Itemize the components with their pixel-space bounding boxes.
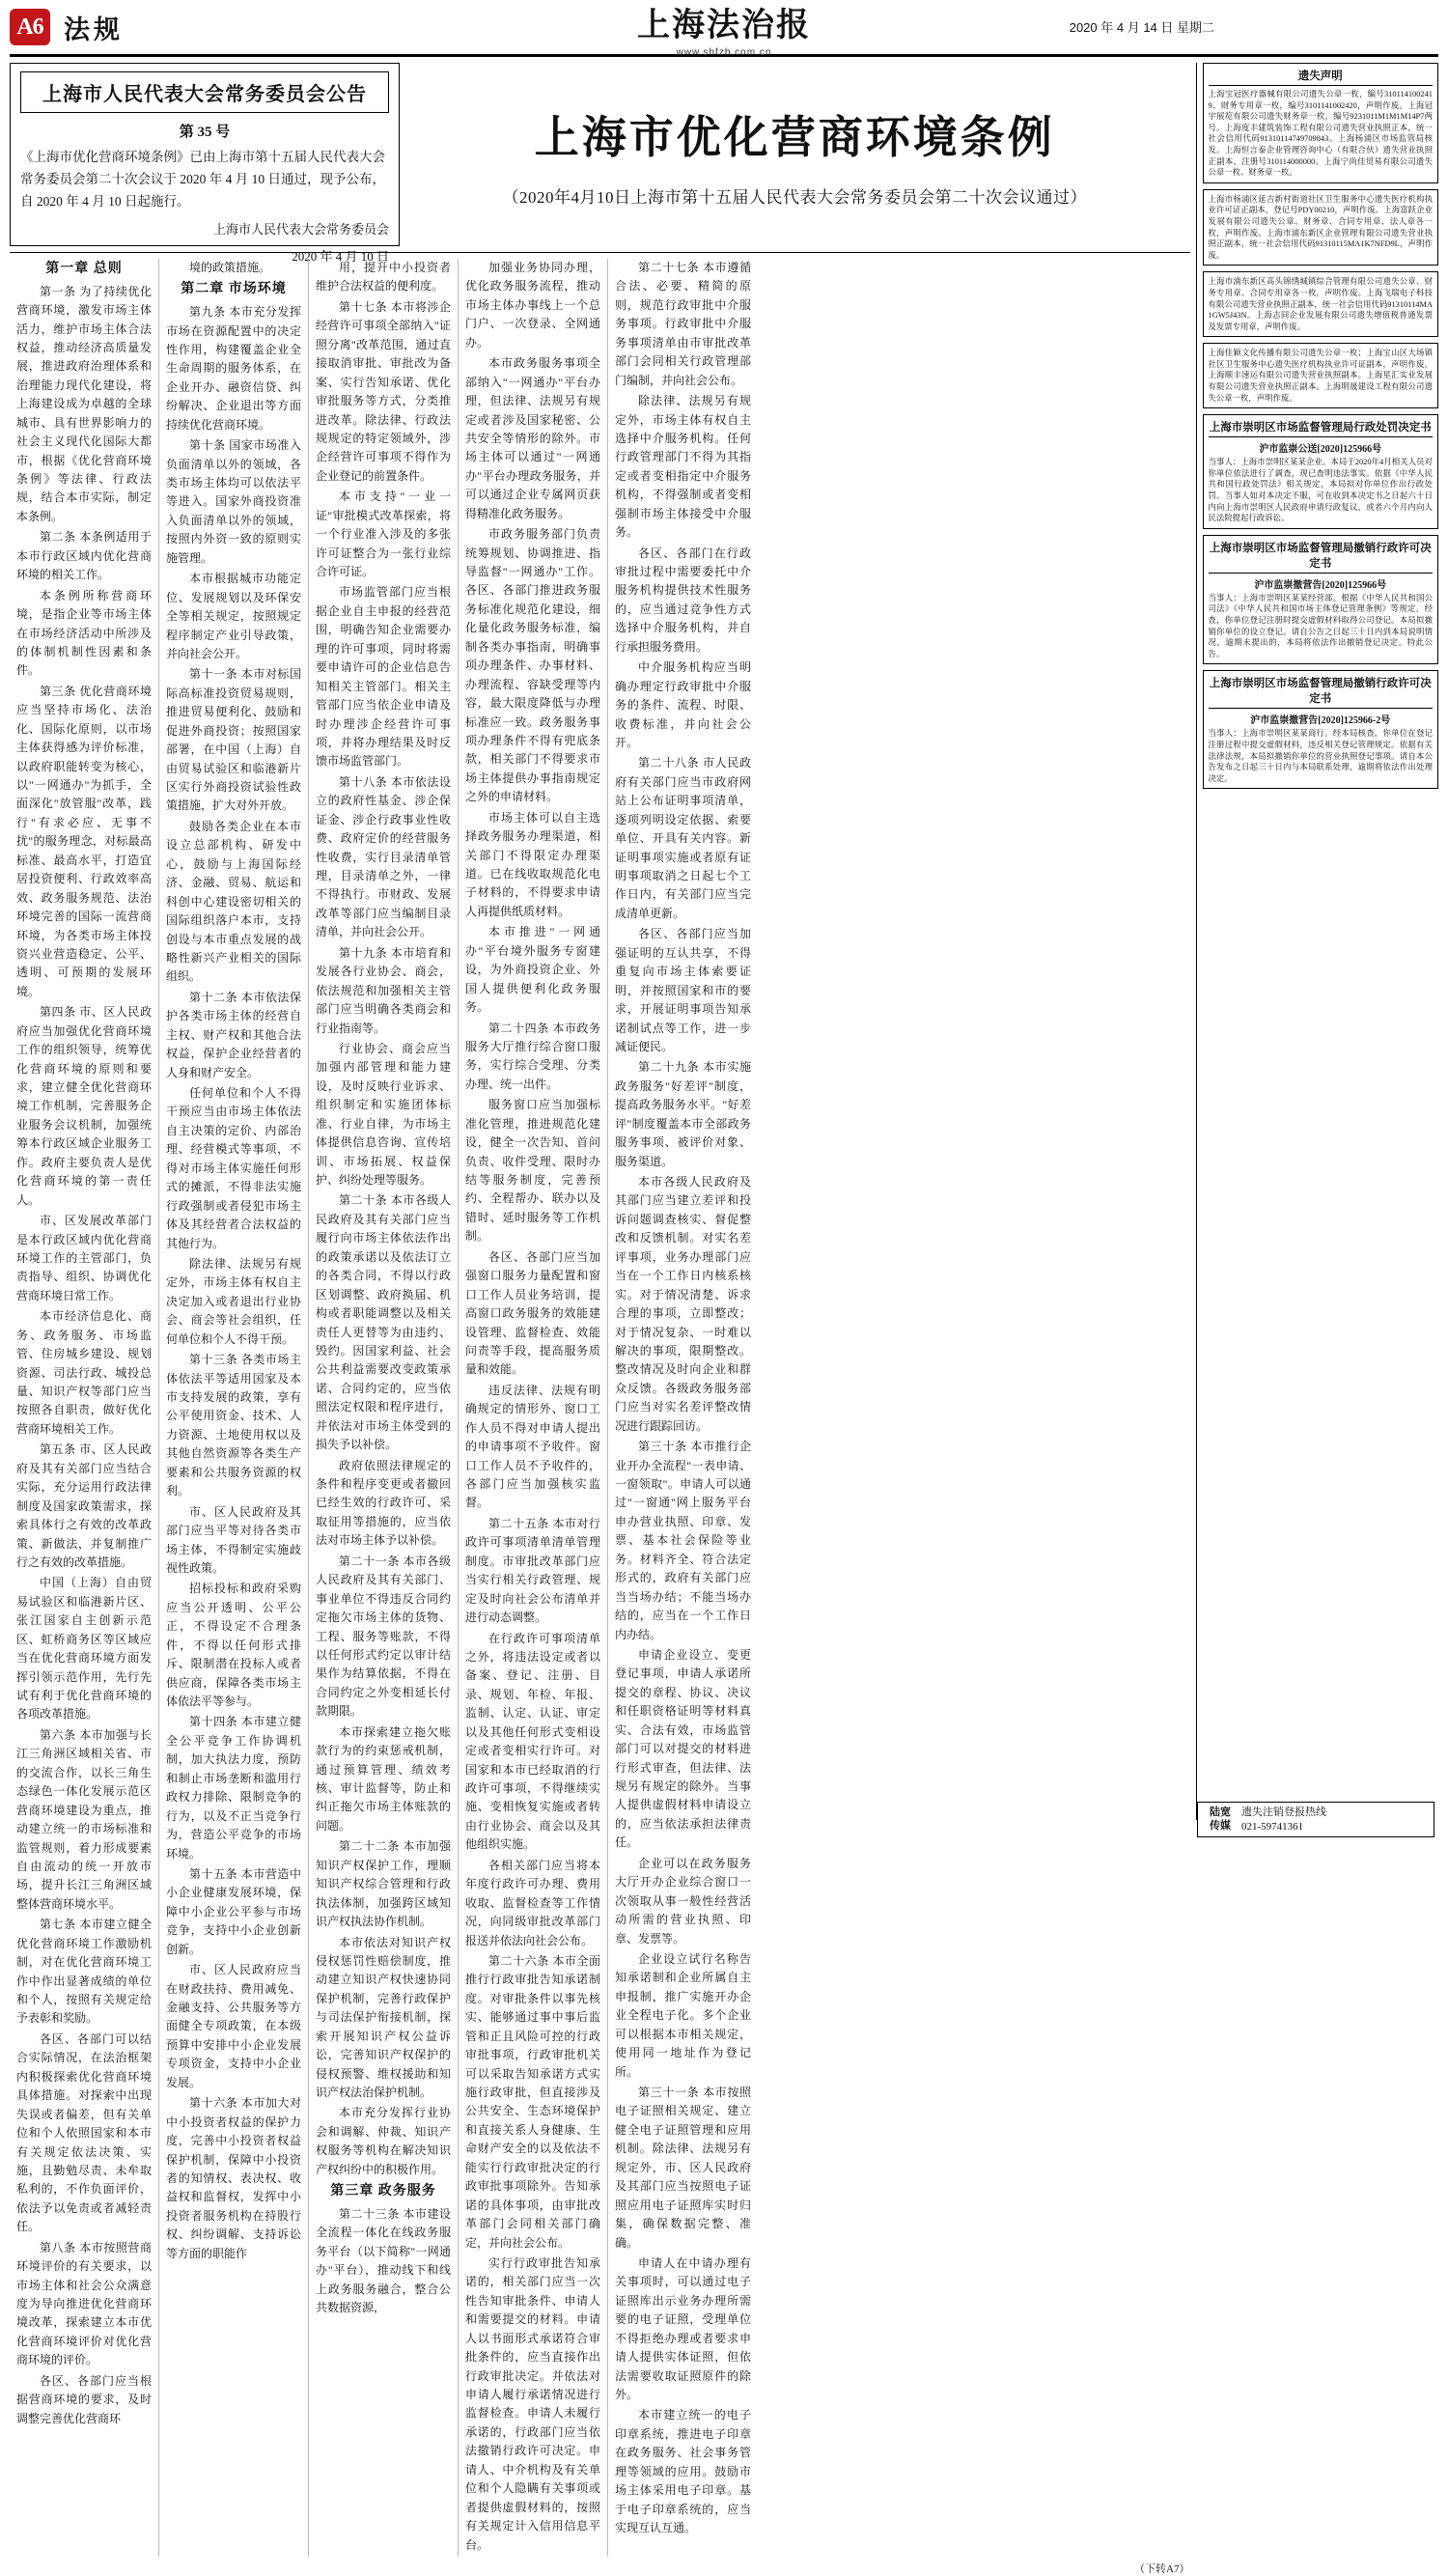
- classified-ad-docnumber: 沪市监崇撤营告[2020]125966-2号: [1250, 715, 1391, 727]
- classified-ad-text: 上海宝冠医疗器械有限公司遗失公章一枚，编号3101141002419、财务专用章一枚，编号3101141002420，声明作废。上海冠宇展览有限公司遗失财务章一枚，编号9231011M1M1M14P7两号。上海度丰建筑装饰工程有限公司遗失营业执照正本，统一社会信用代码91310114749709843。上海杨浦区市场监管局核发。上海恒言泰企业管理咨询中心（有限合伙）遗失营业执照正副本，注册号310114000000。上海宁尚佳贸易有限公司遗失公章一枚、财务章一枚。: [1208, 90, 1433, 178]
- body-paragraph: 中介服务机构应当明确办理定行政审批中介服务的条件、流程、时限、收费标准，并向社会公开。: [615, 660, 751, 749]
- chapter-heading: 第二章 市场环境: [181, 282, 287, 297]
- body-paragraph: 本市推进"一网通办"平台境外服务专窗建设，为外商投资企业、外国人提供便利化政务服务。: [465, 925, 600, 1015]
- body-paragraph: 行业协会、商会应当加强内部管理和能力建设，及时反映行业诉求、组织制定和实施团体标准、行业自律，为市场主体提供信息咨询、宣传培训、市场拓展、权益保护、纠纷处理等服务。: [316, 1041, 451, 1187]
- classified-ad-text: 当事人：上海市崇明区某某商行。经本局核查，你单位在登记注册过程中提交虚假材料，违反相关登记管理规定。依据有关法律法规，本局拟撤销你单位的营业执照登记事项。请自本公告发布之日起三十日内与本局联系处理，逾期将依法作出处理决定。: [1208, 729, 1433, 783]
- chapter-heading: 第一章 总则: [45, 262, 123, 276]
- body-paragraph: 第三条 优化营商环境应当坚持市场化、法治化、国际化原则，以市场主体获得感为评价标准，以政府职能转变为核心，以"一网通办"为抓手，全面深化"放管服"改革，践行"有求必应、无事不扰"的服务理念，对标最高标准、最高水平，打造宜居投资便利、行政效率高效、政务服务规范、法治环境完善的国际一流营商环境，为各类市场主体投资兴业营造稳定、公平、透明、可预期的发展环境。: [16, 684, 152, 998]
- body-paragraph: 第十五条 本市营造中小企业健康发展环境，保障中小企业公平参与市场竞争，支持中小企业创新创新。: [166, 1866, 301, 1956]
- classified-ad-heading: 上海市崇明区市场监督管理局撤销行政许可决定书: [1209, 540, 1434, 574]
- announcement-box: [10, 63, 400, 264]
- body-paragraph: 第十六条 本市加大对中小投资者权益的保护力度，完善中小投资者权益保护机制，保障中小投资者的知情权、表决权、收益权和监督权，发挥中小投资者服务机构在持股行权、纠纷调解、支持诉讼等方面的职能作: [166, 2096, 301, 2260]
- body-paragraph: 第十条 国家市场准入负面清单以外的领域，各类市场主体均可以依法平等进入。国家外商投资准入负面清单以外的领域，按照内外资一致的原则实施管理。: [166, 438, 301, 565]
- paper-name: 上海法治报: [637, 6, 811, 44]
- body-paragraph: 本条例所称营商环境，是指企业等市场主体在市场经济活动中所涉及的体制机制性因素和条件。: [16, 588, 152, 678]
- body-paragraph: 第十三条 各类市场主体依法平等适用国家及本市支持发展的政策，享有公平使用资金、技术、人力资源、土地使用权以及其他自然资源等各类生产要素和公共服务资源的权利。: [166, 1353, 301, 1498]
- body-paragraph: 各相关部门应当将本年度行政许可办理、费用收取、监督检查等工作情况，向同级审批改革部门报送并依法向社会公布。: [465, 1858, 600, 1947]
- body-paragraph: 第二条 本条例适用于本市行政区域内优化营商环境的相关工作。: [16, 530, 152, 582]
- editorial-zone: [10, 63, 1190, 2575]
- body-paragraph: 违反法律、法规有明确规定的情形外、窗口工作人员不得对申请人提出的申请事项不予收件。窗口工作人员不予收件的，各部门应当加强核实监督。: [465, 1383, 600, 1510]
- classified-ad: [1203, 343, 1439, 408]
- body-paragraph: 本市建立统一的电子印章系统，推进电子印章在政务服务、社会事务管理等领域的应用。鼓励市场主体采用电子印章。基于电子印章系统的，应当实现互认互通。: [615, 2408, 751, 2535]
- body-paragraph: 除法律、法规另有规定外，市场主体有权自主选择中介服务机构。任何行政管理部门不得为其指定或者变相指定中介服务机构，不得强制或者变相强制市场主体接受中介服务。: [615, 394, 751, 540]
- body-paragraph: 鼓励各类企业在本市设立总部机构、研发中心，鼓励与上海国际经济、金融、贸易、航运和科创中心建设密切相关的国际组织落户本市，支持创设与本市重点发展的战略性新兴产业相关的国际组织。: [166, 819, 301, 984]
- body-paragraph: 各区、各部门在行政审批过程中需要委托中介服务机构提供技术性服务的，应当通过竞争性方式选择中介服务机构，并自行承担服务费用。: [615, 546, 751, 654]
- body-paragraph: 本市政务服务事项全部纳入"一网通办"平台办理，但法律、法规另有规定或者涉及国家秘密、公共安全等情形的除外。市场主体可以通过"一网通办"平台办理政务服务，并可以通过企业专属网页获得精准化政务服务。: [465, 356, 600, 520]
- body-paragraph: 各区、各部门应当加强窗口服务力量配置和窗口工作人员业务培训，提高窗口政务服务的效能建设管理、监督检查、效能问责等手段，提高服务质量和效能。: [465, 1249, 600, 1377]
- classified-ad-text: 上海佳颖文化传播有限公司遗失公章一枚；上海宝山区大场镇社区卫生服务中心遗失医疗机构执业许可证副本，声明作废。上海顺丰速运有限公司遗失营业执照副本。上海星汇实业发展有限公司遗失营业执照正副本。上海明晟建设工程有限公司遗失公章一枚，声明作废。: [1208, 349, 1433, 403]
- body-paragraph: 境的政策措施。: [189, 261, 271, 274]
- footer-hotline[interactable]: [1197, 1802, 1434, 1837]
- body-paragraph: 第八条 本市按照营商环境评价的有关要求，以市场主体和社会公众满意度为导向推进优化营商环境改革，探索建立本市优化营商环境评价对优化营商环境的评价。: [16, 2240, 152, 2367]
- chapter-heading: 第三章 政务服务: [330, 2184, 436, 2199]
- body-paragraph: 第七条 本市建立健全优化营商环境工作激励机制，对在优化营商环境工作中作出显著成绩的单位和个人，按照有关规定给予表彰和奖励。: [16, 1918, 152, 2026]
- body-paragraph: 除法律、法规另有规定外，市场主体有权自主决定加入或者退出行业协会、商会等社会组织，任何单位和个人不得干预。: [166, 1256, 301, 1346]
- body-paragraph: 申请企业设立、变更登记事项，申请人承诺所提交的章程、协议、决议和任职资格证明等材料真实、合法有效，市场监管部门可以对提交的材料进行形式审查，但法律、法规另有规定的除外。当事人提供虚假材料申请设立的，应当依法承担法律责任。: [615, 1647, 751, 1850]
- classified-ad-heading: 遗失声明: [1209, 68, 1434, 86]
- body-paragraph: 各区、各部门可以结合实际情况，在法治框架内积极探索优化营商环境具体措施。对探索中出现失误或者偏差，但有关单位和个人依照国家和本市有关规定依法决策、实施，且勤勉尽责、未牟取私利的，不作负面评价，依法予以免责或者减轻责任。: [16, 2031, 152, 2234]
- text-column: [159, 259, 309, 2557]
- body-paragraph: 第二十四条 本市政务服务大厅推行综合窗口服务，实行综合受理、分类办理、统一出件。: [465, 1021, 600, 1091]
- body-paragraph: 第十八条 本市依法设立的政府性基金、涉企保证金、涉企行政事业性收费、政府定价的经营服务性收费，实行目录清单管理，目录清单之外，一律不得执行。市财政、发展改革等部门应当编制目录清单，并向社会公开。: [316, 774, 451, 939]
- body-paragraph: 用，提升中小投资者维护合法权益的便利度。: [316, 261, 451, 294]
- body-paragraph: 第十一条 本市对标国际高标准投资贸易规则，推进贸易便利化、鼓励和促进外商投资；按照国家部署，在中国（上海）自由贸易试验区和临港新片区实行外商投资试验性政策措施，扩大对外开放。: [166, 667, 301, 813]
- body-paragraph: 在行政许可事项清单之外，将违法设定或者以备案、登记、注册、目录、规划、年检、年报、监制、认定、认证、审定以及其他任何形式变相设定或者变相实行许可。对国家和本市已经取消的行政许可事项，不得继续实施、变相恢复实施或者转由行业协会、商会以及其他组织实施。: [465, 1631, 600, 1852]
- article-headline: 上海市优化营商环境条例: [534, 110, 1055, 163]
- classified-ad: [1203, 414, 1439, 529]
- body-paragraph: 第四条 市、区人民政府应当加强优化营商环境工作的组织领导，统筹优化营商环境的原则和要求，建立健全优化营商环境工作机制，完善服务企业服务会议机制，加强统筹本行政区域企业服务工作。政府主要负责人是优化营商环境的第一责任人。: [16, 1005, 152, 1207]
- body-paragraph: 企业可以在政务服务大厅开办企业综合窗口一次领取从事一般性经营活动所需的营业执照、印章、发票等。: [615, 1856, 751, 1946]
- body-paragraph: 企业设立试行名称告知承诺制和企业所属自主申报制，推广实施开办企业全程电子化。多个企业可以根据本市相关规定，使用同一地址作为登记所。: [615, 1951, 751, 2079]
- body-paragraph: 第二十九条 本市实施政务服务"好差评"制度，提高政务服务水平。"好差评"制度覆盖本市全部政务服务事项、被评价对象、服务渠道。: [615, 1060, 751, 1168]
- body-paragraph: 第十四条 本市建立健全公平竞争工作协调机制，加大执法力度，预防和制止市场垄断和滥用行政权力排除、限制竞争的行为，以及不正当竞争行为，营造公平竞争的市场环境。: [166, 1715, 301, 1861]
- body-paragraph: 本市各级人民政府及其部门应当建立差评和投诉问题调查核实、督促整改和反馈机制。对实名差评事项，业务办理部门应当在一个工作日内核系核实。对于情况清楚、诉求合理的事项，立即整改；对于情况复杂、一时难以解决的事项，限期整改。整改情况及时向企业和群众反馈。各级政务服务部门应当对实名差评整改情况进行跟踪回访。: [615, 1175, 751, 1433]
- body-paragraph: 第二十七条 本市遵循合法、必要、精简的原则，规范行政审批中介服务事项。行政审批中介服务事项清单由市审批改革部门会同相关行政管理部门编制，并向社会公布。: [615, 261, 751, 387]
- body-paragraph: 招标投标和政府采购应当公开透明、公平公正，不得设定不合理条件，不得以任何形式排斥、限制潜在投标人或者供应商，保障各类市场主体依法平等参与。: [166, 1582, 301, 1709]
- body-paragraph: 申请人在中请办理有关事项时，可以通过电子证照库出示业务办理所需要的电子证照，受理单位不得拒绝办理或者要求申请人提供实体证照，但依法需要收取证照原件的除外。: [615, 2255, 751, 2401]
- masthead: [10, 0, 1438, 57]
- classified-ad-text: 当事人：上海市崇明区某某经营部。根据《中华人民共和国公司法》《中华人民共和国市场主体登记管理条例》等规定，经查，你单位登记注册时提交虚假材料取得公司登记。本局拟撤销你单位的设立登记。请自公告之日起三十日内到本局说明情况，逾期未提出的，本局将依法作出撤销登记决定。特此公告。: [1208, 593, 1433, 658]
- paper-url: www.shfzb.com.cn: [676, 47, 772, 58]
- body-paragraph: 第五条 市、区人民政府及其有关部门应当结合实际，充分运用行政法律制度及国家政策需求，探索具体行之有效的改革政策、新做法，并复制推广行之有效的改革措施。: [16, 1442, 152, 1569]
- announcement-body: 《上海市优化营商环境条例》已由上海市第十五届人民代表大会常务委员会第二十次会议于 2020 年 4 月 10 日通过，现予公布，自 2020 年 4 月 10 日起施行。: [20, 150, 385, 209]
- text-column: [608, 259, 758, 2557]
- body-paragraph: 第十二条 本市依法保护各类市场主体的经营自主权、财产权和其他合法权益，保护企业经营者的人身和财产安全。: [166, 990, 301, 1079]
- classified-ad-text: 当事人：上海市崇明区某某企业。本局于2020年4月相关人员对你单位依法进行了调查，现已查明违法事实。依据《中华人民共和国行政处罚法》相关规定，本局拟对你单位作出行政处罚。当事人如对本决定不服，可在收到本决定书之日起六十日内向上海市崇明区人民政府申请行政复议，或者六个月内向人民法院提起行政诉讼。: [1208, 458, 1433, 523]
- classified-ad-text: 上海市杨浦区延吉新村街道社区卫生服务中心遗失医疗机构执业许可证正副本，登记号PDY00210，声明作废。上海富跃企业发展有限公司遗失公章、财务章、合同专用章、法人章各一枚，声明作废。上海市浦东新区企业管理有限公司遗失营业执照正副本，统一社会信用代码91310115MA1K7NFD9L，声明作废。: [1208, 194, 1433, 260]
- body-paragraph: 市场主体可以自主选择政务服务办理渠道，相关部门不得限定办理渠道。已在线收取规范化电子材料的，不得要求申请人再提供纸质材料。: [465, 810, 600, 918]
- announcement-signer: 上海市人民代表大会常务委员会: [212, 221, 389, 237]
- text-column: [10, 259, 159, 2557]
- classified-ad: [1203, 535, 1439, 665]
- classified-ad-text: 上海市浦东新区高头锦绣城镇综合管理有限公司遗失公章、财务专用章、合同专用章各一枚，声明作废。上海飞瑞电子科技有限公司遗失营业执照正副本，统一社会信用代码91310114MA1GW5J43N。上海志同企业发展有限公司遗失增值税普通发票及发票专用章，声明作废。: [1208, 277, 1433, 331]
- body-paragraph: 中国（上海）自由贸易试验区和临港新片区、张江国家自主创新示范区、虹桥商务区等区域应当在优化营商环境方面发挥引领示范作用，先行先试有利于优化营商环境的各项改革措施。: [16, 1576, 152, 1722]
- body-paragraph: 政府依照法律规定的条件和程序变更或者撤回已经生效的行政许可、采取征用等措施的，应当依法对市场主体予以补偿。: [316, 1458, 451, 1548]
- body-paragraph: 服务窗口应当加强标准化管理，推进规范化建设，健全一次告知、首问负责、收件受理、限时办结等服务制度，完善预约、全程帮办、联办以及错时、延时服务等工作机制。: [465, 1098, 600, 1244]
- body-paragraph: 第九条 本市充分发挥市场在资源配置中的决定性作用，构建覆盖企业全生命周期的服务体系，在企业开办、融资信贷、纠纷解决、企业退出等方面持续优化营商环境。: [166, 305, 301, 432]
- section-title: 法规: [64, 14, 124, 45]
- announcement-date: 2020 年 4 月 10 日: [292, 248, 389, 264]
- classified-ad-heading: 上海市崇明区市场监督管理局撤销行政许可决定书: [1209, 675, 1434, 709]
- body-paragraph: 第二十条 本市各级人民政府及其有关部门应当履行向市场主体依法作出的政策承诺以及依法订立的各类合同，不得以行政区划调整、政府换届、机构或者职能调整以及相关责任人更替等为由违约、毁约。因国家利益、社会公共利益需要改变政策承诺、合同约定的，应当依照法定权限和程序进行，并依法对市场主体受到的损失予以补偿。: [316, 1193, 451, 1452]
- classified-ad: [1203, 63, 1439, 183]
- paper-nameplate: [637, 0, 811, 58]
- classified-ad-heading: 上海市崇明区市场监督管理局行政处罚决定书: [1209, 419, 1434, 437]
- body-paragraph: 实行行政审批告知承诺的，相关部门应当一次性告知审批条件、申请人和需要提交的材料。申请人以书面形式承诺符合审批条件的，应当直接作出行政审批决定。并依法对申请人履行承诺情况进行监督检查。申请人未履行承诺的，行政部门应当依法撤销行政许可决定。申请人、中介机构及有关单位和个人隐瞒有关事项或者提供虚假材料的，按照有关规定计入信用信息平台。: [465, 2255, 600, 2552]
- page-folio: A6: [10, 9, 50, 45]
- body-paragraph: 第二十八条 市人民政府有关部门应当市政府网站上公布证明事项清单，逐项列明设定依据、索要单位、开具有关内容。新证明事项实施或者原有证明事项取消之日起七个工作日内，有关部门应当完成清单更新。: [615, 756, 751, 920]
- classified-ad: [1203, 670, 1439, 789]
- body-paragraph: 本市经济信息化、商务、政务服务、市场监管、住房城乡建设、规划资源、司法行政、城投总量、知识产权等部门应当按照各自职责，做好优化营商环境相关工作。: [16, 1309, 152, 1436]
- body-paragraph: 第二十二条 本市加强知识产权保护工作，理顺知识产权综合管理和行政执法体制，加强跨区域知识产权执法协作机制。: [316, 1839, 451, 1929]
- body-paragraph: 本市依法对知识产权侵权惩罚性赔偿制度，推动建立知识产权快速协同保护机制，完善行政保护与司法保护衔接机制，探索开展知识产权公益诉讼，完善知识产权保护的侵权预警、维权援助和知识产权法治保护机制。: [316, 1935, 451, 2099]
- body-paragraph: 第三十条 本市推行企业开办全流程"一表申请、一窗领取"。申请人可以通过"一窗通"网上服务平台申办营业执照、印章、发票、基本社会保险等业务。材料齐全、符合法定形式的，政府有关部门应当当场办结；不能当场办结的，应当在一个工作日内办结。: [615, 1440, 751, 1641]
- body-paragraph: 各区、各部门应当根据营商环境的要求，及时调整完善优化营商环: [16, 2373, 152, 2425]
- body-paragraph: 市、区人民政府应当在财政扶持、费用减免、金融支持、公共服务等方面健全专项政策，在本级预算中安排中小企业发展专项资金，支持中小企业发展。: [166, 1963, 301, 2089]
- classified-ad: [1203, 189, 1439, 266]
- body-paragraph: 第十九条 本市培育和发展各行业协会、商会，依法规范和加强相关主管部门应当明确各类商会和行业指南等。: [316, 945, 451, 1035]
- body-paragraph: 第十七条 本市将涉企经营许可事项全部纳入"证照分离"改革范围，通过直接取消审批、审批改为备案、实行告知承诺、优化审批服务等方式，分类推进改革。除法律、行政法规规定的特定领域外，涉企经营许可事项不得作为企业登记的前置条件。: [316, 299, 451, 483]
- classified-ad: [1203, 271, 1439, 337]
- page-body: [10, 63, 1438, 2575]
- announcement-number: 第 35 号: [179, 125, 231, 140]
- body-paragraph: 本市探索建立拖欠账款行为的约束惩戒机制，通过预算管理、绩效考核、审计监督等，防止和纠正拖欠市场主体账款的问题。: [316, 1724, 451, 1833]
- continuation-note: （下转A7）: [1134, 2562, 1190, 2575]
- body-paragraph: 本市根据城市功能定位、发展规划以及环保安全等相关规定，按照规定程序制定产业引导政策，并向社会公开。: [166, 572, 301, 660]
- announcement-title: 上海市人民代表大会常务委员会公告: [20, 71, 389, 113]
- footer-phone: 遗失注销登报热线 021-59741361: [1241, 1806, 1326, 1833]
- body-paragraph: 各区、各部门应当加强证明的互认共享，不得重复向市场主体索要证明，并按照国家和市的要求，开展证明事项告知承诺制试点等工作，进一步减证便民。: [615, 927, 751, 1053]
- article-subhead: （2020年4月10日上海市第十五届人民代表大会常务委员会第二十次会议通过）: [502, 187, 1087, 207]
- body-paragraph: 第二十五条 本市对行政许可事项清单清单管理制度。市审批改革部门应当实行相关行政管理、规定及时向社会公布清单并进行动态调整。: [465, 1516, 600, 1625]
- article-columns: [10, 259, 1190, 2557]
- body-paragraph: 第二十六条 本市全面推行行政审批告知承诺制度。对审批条件以事先核实、能够通过事中事后监管和正且风险可控的行政审批事项，行政审批机关可以采取告知承诺方式实施行政审批，但直接涉及公共安全、生态环境保护和直接关系人身健康、生命财产安全的以及依法不能实行行政审批决定的行政审批事项除外。告知承诺的具体事项，由审批改革部门会同相关部门确定，并向社会公布。: [465, 1953, 600, 2250]
- text-column: [309, 259, 459, 2557]
- classified-ad-docnumber: 沪市监崇撤营告[2020]125966号: [1254, 579, 1387, 591]
- body-paragraph: 任何单位和个人不得干预应当由市场主体依法自主决策的定价、内部治理、经营模式等事项，不得对市场主体实施任何形式的摊派，不得非法实施行政强制或者侵犯市场主体及其经营者合法权益的其他行为。: [166, 1086, 301, 1250]
- issue-date: 2020 年 4 月 14 日 星期二: [1069, 20, 1214, 35]
- classified-rail: [1196, 63, 1439, 1820]
- body-paragraph: 市、区发展改革部门是本行政区域内优化营商环境工作的主管部门，负责指导、组织、协调优化营商环境日常工作。: [16, 1214, 152, 1302]
- classified-ad-docnumber: 沪市监崇公送[2020]125966号: [1259, 444, 1382, 456]
- body-paragraph: 市、区人民政府及其部门应当平等对待各类市场主体，不得制定实施歧视性政策。: [166, 1504, 301, 1575]
- body-paragraph: 第六条 本市加强与长江三角洲区域相关省、市的交流合作，以长三角生态绿色一体化发展示范区营商环境建设为重点，推动建立统一的市场标准和监管规则，着力形成要素自由流动的统一开放市场，提升长江三角洲区域整体营商环境水平。: [16, 1727, 152, 1911]
- text-column: [459, 259, 608, 2557]
- top-row: [10, 63, 1190, 264]
- body-paragraph: 第二十一条 本市各级人民政府及其有关部门、事业单位不得违反合同约定拖欠市场主体的货物、工程、服务等账款，不得以任何形式约定以审计结果作为结算依据，不得在合同约定之外变相延长付款期限。: [316, 1554, 451, 1719]
- body-paragraph: 第二十三条 本市建设全流程一体化在线政务服务平台（以下简称"一网通办"平台），推动线下和线上政务服务融合，整合公共数据资源，: [316, 2206, 451, 2315]
- footer-brand: 陆宽 传媒: [1210, 1806, 1231, 1832]
- headline-zone: [400, 63, 1190, 246]
- body-paragraph: 市政务服务部门负责统筹规划、协调推进、指导监督"一网通办"工作。各区、各部门推进政务服务标准化规范化建设，细化量化政务服务标准，编制各类办事指南，明确事项办理条件、办事材料、办理流程、容缺受理等内容，最大限度降低与办理标准应一致。政务服务事项办理条件不得有兜底条款，相关部门不得要求市场主体提供办事指南规定之外的申请材料。: [465, 527, 600, 804]
- body-paragraph: 本市充分发挥行业协会和调解、仲裁、知识产权服务等机构在解决知识产权纠纷中的积极作用。: [316, 2106, 451, 2176]
- body-paragraph: 第一条 为了持续优化营商环境，激发市场主体活力，维护市场主体合法权益，推动经济高质量发展，推进政府治理体系和治理能力现代化建设，将上海建设成为卓越的全球城市、具有世界影响力的社会主义现代化国际大都市，根据《优化营商环境条例》等法律、行政法规，结合本市实际，制定本条例。: [16, 284, 152, 523]
- body-paragraph: 市场监管部门应当根据企业自主申报的经营范围，明确告知企业需要办理的许可事项，同时将需要申请许可的企业信息告知相关主管部门。相关主管部门应当依企业申请及时办理涉企经营许可事项，并将办理结果及时反馈市场监管部门。: [316, 585, 451, 769]
- body-paragraph: 第三十一条 本市按照电子证照相关规定、建立健全电子证照管理和应用机制。除法律、法规另有规定外，市、区人民政府及其部门应当按照电子证照应用电子证照库实时归集，确保数据完整、准确。: [615, 2086, 751, 2250]
- body-paragraph: 加强业务协同办理，优化政务服务流程，推动市场主体办事线上一个总门户、一次登录、全网通办。: [465, 261, 600, 350]
- body-paragraph: 本市支持"一业一证"审批模式改革探索，将一个行业准入涉及的多张许可证整合为一张行业综合许可证。: [316, 490, 451, 578]
